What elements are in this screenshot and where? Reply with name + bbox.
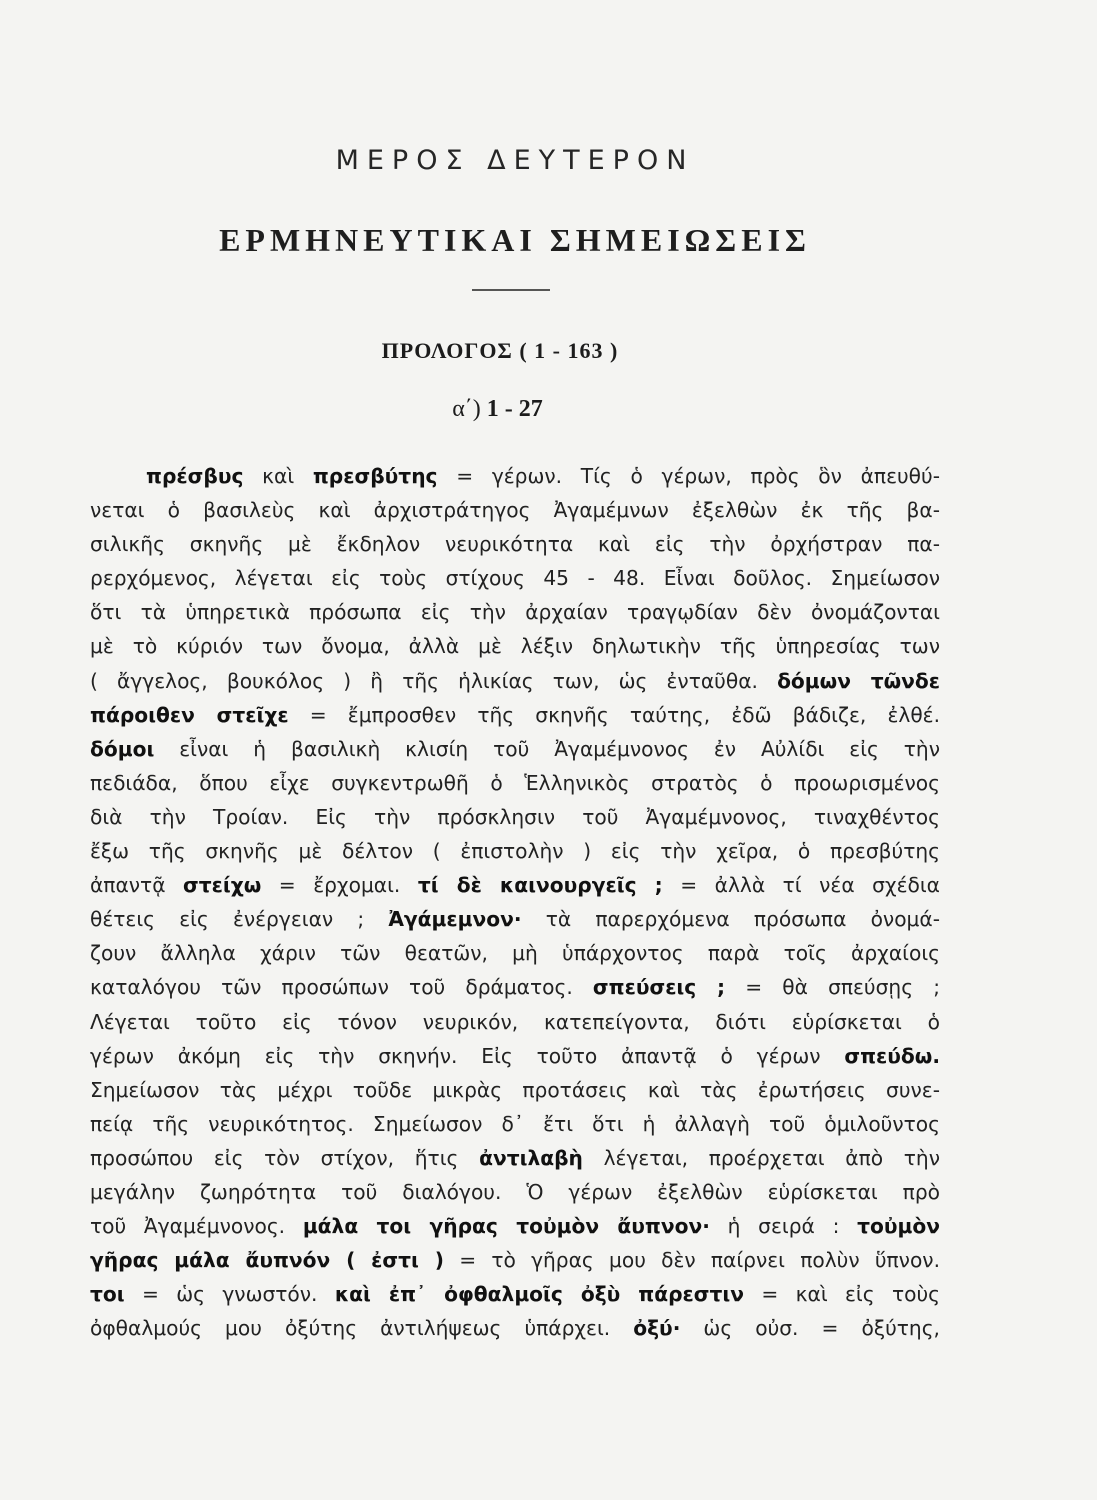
text-line [90, 1175, 940, 1209]
text-line [90, 1311, 940, 1345]
part-heading: ΜΕΡΟΣ ΔΕΥΤΕΡΟΝ [335, 145, 695, 176]
commentary-text: διὰ τὴν Τροίαν. Εἰς τὴν πρόσκλησιν τοῦ Ἀγαμέμνονος, τιναχθέντος [90, 804, 940, 829]
text-line [90, 1039, 940, 1073]
lemma-term: στείχω [183, 873, 262, 898]
lemma-term: πρέσβυς [146, 464, 244, 488]
commentary-text: εἶναι ἡ βασιλικὴ κλισίη τοῦ Ἀγαμέμνονος ἐν Αὐλίδι εἰς τὴν [154, 736, 940, 761]
commentary-text: τοῦ Ἀγαμέμνονος. [90, 1214, 303, 1239]
commentary-text: ρερχόμενος, λέγεται εἰς τοὺς στίχους 45 - 48. Εἶναι δοῦλος. Σημείωσον [90, 566, 940, 591]
commentary-text: λέγεται, προέρχεται ἀπὸ τὴν [582, 1145, 940, 1170]
commentary-text: προσώπου εἰς τὸν στίχον, ἥτις [90, 1145, 480, 1170]
commentary-text: πείᾳ τῆς νευρικότητος. Σημείωσον δ᾽ ἔτι ὅτι ἡ ἀλλαγὴ τοῦ ὁμιλοῦντος [90, 1111, 940, 1136]
commentary-text: πεδιάδα, ὅπου εἶχε συγκεντρωθῆ ὁ Ἑλληνικὸς στρατὸς ὁ προωρισμένος [90, 770, 940, 795]
commentary-text: καταλόγου τῶν προσώπων τοῦ δράματος. [90, 975, 593, 1000]
commentary-text: ὡς οὐσ. = ὀξύτης, [680, 1316, 940, 1341]
commentary-text: τὰ παρερχόμενα πρόσωπα ὀνομά- [521, 907, 940, 932]
commentary-body [90, 459, 940, 1345]
commentary-text: Λέγεται τοῦτο εἰς τόνον νευρικόν, κατεπείγοντα, διότι εὑρίσκεται ὁ [90, 1009, 940, 1034]
text-line [90, 698, 940, 732]
lemma-term: δόμοι [90, 736, 155, 761]
text-line [90, 800, 940, 834]
commentary-text: = ὡς γνωστόν. [124, 1282, 335, 1307]
text-line [90, 902, 940, 936]
lemma-term: σπεύδω. [844, 1043, 940, 1068]
text-line [90, 629, 940, 663]
lemma-term: τί δὲ καινουργεῖς ; [417, 873, 663, 898]
notes-heading: ΕΡΜΗΝΕΥΤΙΚΑΙ ΣΗΜΕΙΩΣΕΙΣ [219, 222, 811, 258]
commentary-text: νεται ὁ βασιλεὺς καὶ ἀρχιστράτηγος Ἀγαμέμνων ἐξελθὼν ἐκ τῆς βα- [90, 498, 940, 523]
text-line [90, 459, 940, 493]
commentary-text: = τὸ γῆρας μου δὲν παίρνει πολὺν ὕπνον. [443, 1248, 941, 1273]
commentary-text: = γέρων. Τίς ὁ γέρων, πρὸς ὃν ἀπευθύ- [437, 464, 940, 488]
commentary-text: ὅτι τὰ ὑπηρετικὰ πρόσωπα εἰς τὴν ἀρχαίαν τραγῳδίαν δὲν ὀνομάζονται [90, 600, 940, 625]
text-line [90, 493, 940, 527]
text-line [90, 595, 940, 629]
lemma-term: Ἀγάμεμνον· [388, 907, 522, 932]
text-line [90, 1243, 940, 1277]
prologue-heading: ΠΡΟΛΟΓΟΣ ( 1 - 163 ) [381, 338, 619, 363]
commentary-text: μὲ τὸ κύριόν των ὄνομα, ἀλλὰ μὲ λέξιν δηλωτικὴν τῆς ὑπηρεσίας των [90, 634, 940, 659]
commentary-text: ἔξω τῆς σκηνῆς μὲ δέλτον ( ἐπιστολὴν ) εἰς τὴν χεῖρα, ὁ πρεσβύτης [90, 839, 940, 864]
text-line [90, 936, 940, 970]
lemma-term: ἀντιλαβὴ [479, 1145, 583, 1170]
section-heading [0, 396, 995, 423]
commentary-text: μεγάλην ζωηρότητα τοῦ διαλόγου. Ὁ γέρων ἐξελθὼν εὑρίσκεται πρὸ [90, 1179, 940, 1204]
text-line [90, 1209, 940, 1243]
commentary-text: = θὰ σπεύσῃς ; [725, 975, 940, 1000]
lemma-term: μάλα τοι γῆρας τοὐμὸν ἄυπνον· [302, 1214, 710, 1239]
commentary-text: σιλικῆς σκηνῆς μὲ ἔκδηλον νευρικότητα καὶ εἰς τὴν ὀρχήστραν πα- [90, 532, 940, 557]
commentary-text: = καὶ εἰς τοὺς [744, 1282, 940, 1307]
lemma-term: γῆρας μάλα ἄυπνόν ( ἐστι ) [90, 1248, 444, 1273]
commentary-text: ( ἄγγελος, βουκόλος ) ἢ τῆς ἡλικίας των, ὡς ἐνταῦθα. [90, 668, 778, 693]
lemma-term: δόμων τῶνδε [777, 668, 940, 693]
commentary-text: ζουν ἄλληλα χάριν τῶν θεατῶν, μὴ ὑπάρχοντος παρὰ τοῖς ἀρχαίοις [90, 941, 940, 966]
lemma-term: πάροιθεν στεῖχε [90, 702, 289, 727]
lemma-term: ὀξύ· [633, 1316, 681, 1341]
lemma-term: καὶ ἐπ᾽ ὀφθαλμοῖς ὀξὺ πάρεστιν [334, 1282, 744, 1307]
text-line [90, 1005, 940, 1039]
heading-divider [472, 289, 550, 291]
commentary-text: ἀπαντᾷ [90, 873, 184, 898]
commentary-text: = ἀλλὰ τί νέα σχέδια [662, 873, 940, 898]
text-line [90, 1141, 940, 1175]
text-line [90, 834, 940, 868]
commentary-text: = ἔρχομαι. [261, 873, 418, 898]
text-line [90, 766, 940, 800]
commentary-text: ἡ σειρά : [709, 1214, 858, 1239]
lemma-term: σπεύσεις ; [592, 975, 726, 1000]
text-line [90, 561, 940, 595]
lemma-term: πρεσβύτης [312, 464, 438, 488]
text-line [90, 1107, 940, 1141]
commentary-text: Σημείωσον τὰς μέχρι τοῦδε μικρὰς προτάσεις καὶ τὰς ἐρωτήσεις συνε- [90, 1077, 940, 1102]
commentary-text: ὀφθαλμούς μου ὀξύτης ἀντιλήψεως ὑπάρχει. [90, 1316, 634, 1341]
section-range: 1 - 27 [486, 396, 543, 422]
section-label: α΄) [452, 396, 481, 422]
text-line [90, 1277, 940, 1311]
text-line [90, 664, 940, 698]
commentary-text: γέρων ἀκόμη εἰς τὴν σκηνήν. Εἰς τοῦτο ἀπαντᾷ ὁ γέρων [90, 1043, 845, 1068]
text-line [90, 732, 940, 766]
commentary-text: θέτεις εἰς ἐνέργειαν ; [90, 907, 389, 932]
lemma-term: τοι [90, 1282, 125, 1307]
text-line [90, 970, 940, 1004]
text-line [90, 527, 940, 561]
commentary-text: = ἔμπροσθεν τῆς σκηνῆς ταύτης, ἐδῶ βάδιζε, ἐλθέ. [288, 702, 940, 727]
lemma-term: τοὐμὸν [857, 1214, 940, 1239]
text-line [90, 1073, 940, 1107]
commentary-text: καὶ [243, 464, 313, 488]
text-line [90, 868, 940, 902]
